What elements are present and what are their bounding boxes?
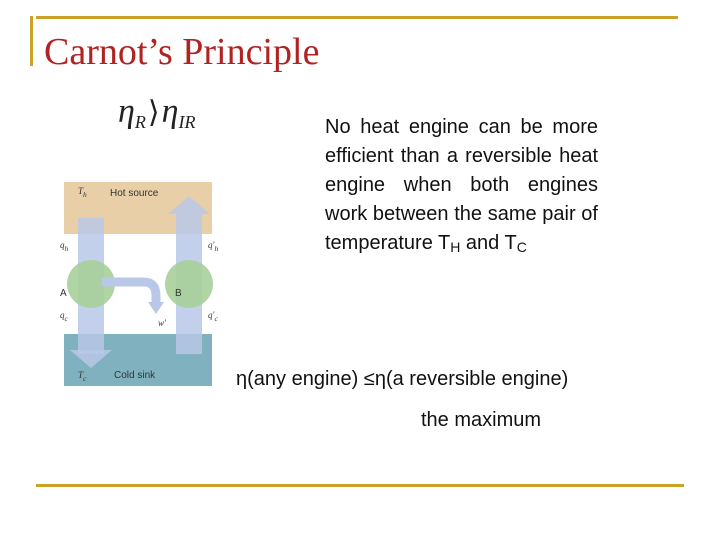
maximum-note: the maximum	[421, 409, 542, 431]
q-cold-a-label: $q_c$	[60, 310, 68, 323]
q-cold-b-label: $q'_c$	[208, 310, 218, 323]
t-hot-label: $T_h$	[78, 186, 87, 199]
top-rule	[36, 16, 678, 19]
efficiency-inequality: η(any engine) ≤η(a reversible engine)	[236, 368, 569, 390]
efficiency-formula	[118, 93, 195, 133]
engine-a-label: A	[60, 288, 67, 299]
hot-source-label: Hot source	[110, 188, 159, 199]
q-hot-a-label: $q_h$	[60, 240, 69, 253]
slide-title: Carnot’s Principle	[44, 31, 320, 73]
engine-diagram-graphic	[58, 178, 222, 390]
formula-relation: ⟩	[147, 96, 160, 129]
engine-b-circle	[165, 260, 213, 308]
statement-text: No heat engine can be more efficient than a reversible heat engine when both engines work between the same pair of temperature T	[325, 116, 598, 254]
cold-sink-label: Cold sink	[114, 370, 156, 381]
t-cold-label: $T_c$	[78, 370, 87, 383]
formula-lhs-sub: R	[134, 112, 146, 132]
statement-sub-cold: C	[516, 239, 527, 255]
formula-rhs: η	[161, 93, 179, 130]
principle-statement	[325, 113, 598, 262]
bottom-rule	[36, 484, 684, 487]
left-rule	[30, 16, 33, 66]
work-arrow-head	[148, 302, 164, 314]
work-label: w′	[158, 318, 166, 328]
statement-sub-hot: H	[450, 239, 461, 255]
engine-b-label: B	[175, 288, 182, 299]
q-hot-b-label: $q'_h$	[208, 240, 219, 253]
formula-rhs-sub: IR	[178, 112, 196, 132]
engine-diagram	[58, 178, 222, 390]
statement-joiner: and T	[460, 232, 517, 254]
formula-lhs: η	[118, 93, 135, 130]
